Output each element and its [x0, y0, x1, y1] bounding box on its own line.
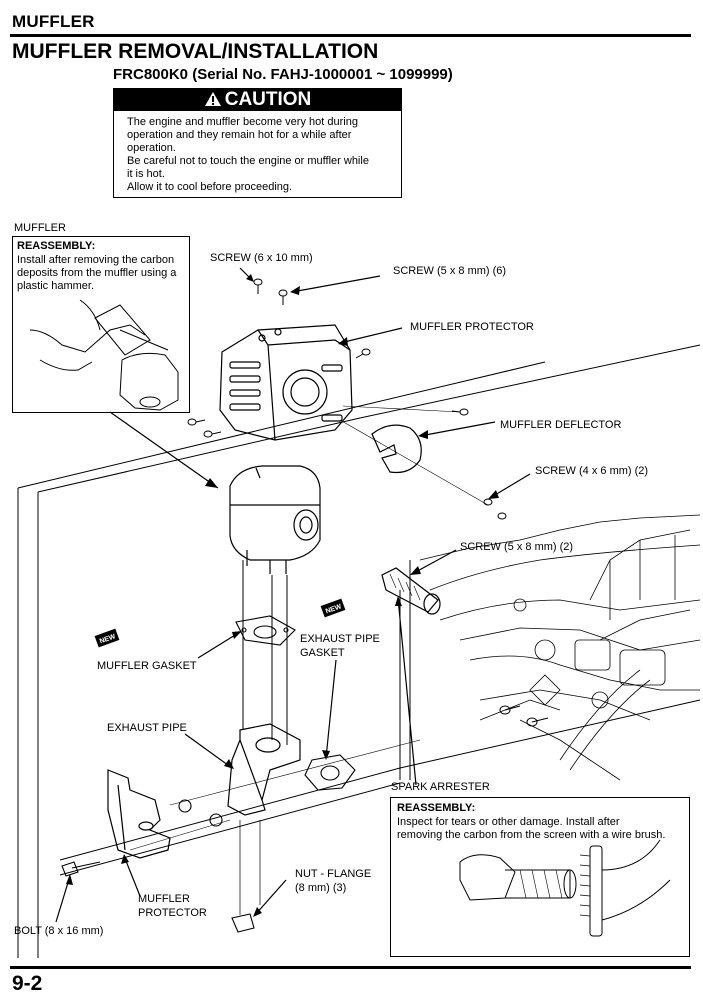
- screw-6x10: [254, 279, 262, 294]
- reassembly-line: Install after removing the carbon: [17, 254, 175, 266]
- callout-bolt: BOLT (8 x 16 mm): [14, 925, 104, 937]
- reassembly-heading: REASSEMBLY:: [17, 240, 96, 252]
- exhaust-pipe-gasket: [305, 755, 355, 790]
- callout-muffler-protector-bottom-line2: PROTECTOR: [138, 907, 207, 919]
- new-part-icon: [95, 629, 120, 648]
- reassembly-note-spark-arrester: [390, 797, 690, 957]
- muffler-gasket: [236, 616, 295, 645]
- reassembly-line: Inspect for tears or other damage. Install after: [397, 816, 620, 828]
- exhaust-pipe: [228, 724, 300, 815]
- caution-line: The engine and muffler become very hot during: [127, 116, 358, 128]
- callout-spark-arrester: SPARK ARRESTER: [391, 781, 490, 793]
- callout-screw-5x8-6: SCREW (5 x 8 mm) (6): [393, 265, 507, 277]
- muffler-protector-bottom: [108, 770, 170, 858]
- caution-label: CAUTION: [224, 89, 312, 110]
- callout-exhaust-pipe: EXHAUST PIPE: [107, 722, 187, 734]
- page-number: 9-2: [12, 972, 43, 995]
- callout-muffler-protector-bottom: MUFFLER: [138, 893, 190, 905]
- caution-line: operation and they remain hot for a while after: [127, 129, 352, 141]
- section-title: MUFFLER: [12, 12, 95, 31]
- muffler-deflector: [372, 425, 421, 472]
- callout-screw-5x8-2: SCREW (5 x 8 mm) (2): [460, 541, 574, 553]
- caution-line: Be careful not to touch the engine or muffler while: [127, 155, 369, 167]
- caution-line: Allow it to cool before proceeding.: [127, 181, 293, 193]
- guide-line: [340, 420, 488, 505]
- reassembly-line: deposits from the muffler using a: [17, 267, 177, 279]
- new-badge-text: NEW: [98, 633, 117, 646]
- screw-4x6: [484, 499, 506, 519]
- callout-screw-6x10: SCREW (6 x 10 mm): [210, 252, 313, 264]
- callout-exhaust-pipe-gasket: EXHAUST PIPE: [300, 633, 380, 645]
- model-serial-line: FRC800K0 (Serial No. FAHJ-1000001 ~ 1099999): [113, 66, 453, 83]
- caution-line: it is hot.: [127, 168, 165, 180]
- engine-illustration: [420, 515, 700, 780]
- new-part-icon: [321, 599, 346, 618]
- guide-line: [343, 406, 460, 412]
- callout-nut-flange-line2: (8 mm) (3): [295, 882, 347, 894]
- callout-muffler-deflector: MUFFLER DEFLECTOR: [500, 419, 622, 431]
- arrester-screws: [500, 706, 548, 726]
- reassembly-line: plastic hammer.: [17, 280, 95, 292]
- callout-exhaust-pipe-gasket-line2: GASKET: [300, 647, 345, 659]
- page-title: MUFFLER REMOVAL/INSTALLATION: [12, 40, 379, 63]
- callout-muffler: MUFFLER: [14, 222, 66, 234]
- callout-nut-flange: NUT - FLANGE: [295, 868, 372, 880]
- reassembly-text: [397, 816, 689, 842]
- callout-screw-4x6: SCREW (4 x 6 mm) (2): [535, 465, 649, 477]
- guide-line: [130, 820, 230, 850]
- reassembly-line: removing the carbon from the screen with a wire brush.: [397, 829, 666, 841]
- reassembly-text: [17, 254, 189, 293]
- reassembly-note-muffler: [12, 236, 190, 413]
- callout-muffler-protector-top: MUFFLER PROTECTOR: [410, 321, 534, 333]
- callout-muffler-gasket: MUFFLER GASKET: [97, 660, 197, 672]
- caution-line: operation.: [127, 142, 176, 154]
- frame-line: [60, 783, 400, 875]
- reassembly-heading: REASSEMBLY:: [397, 802, 476, 814]
- muffler-protector-top: [220, 325, 352, 440]
- footer-rule: [10, 966, 691, 969]
- new-badge-text: NEW: [324, 603, 343, 616]
- muffler-body: [230, 466, 320, 574]
